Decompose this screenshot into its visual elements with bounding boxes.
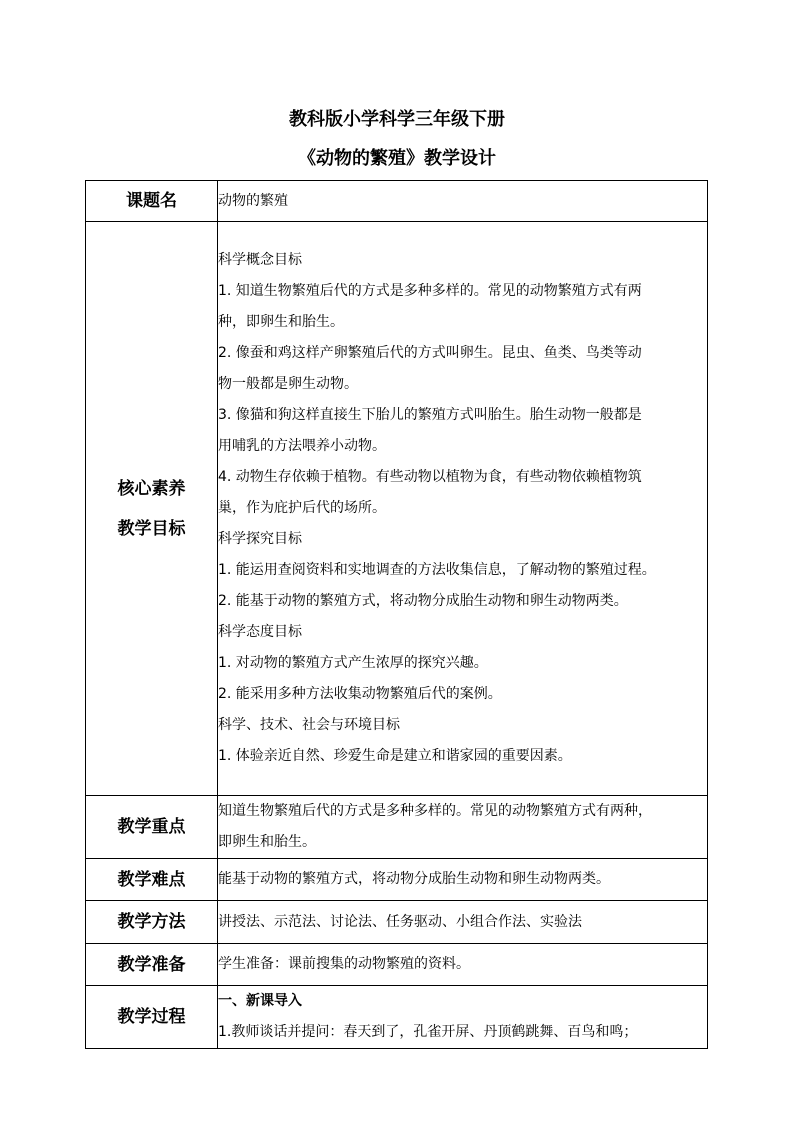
methods-value: 讲授法、示范法、讨论法、任务驱动、小组合作法、实验法 bbox=[218, 901, 708, 944]
objective-heading: 科学探究目标 bbox=[218, 531, 302, 547]
methods-label: 教学方法 bbox=[86, 901, 218, 944]
process-label: 教学过程 bbox=[86, 986, 218, 1049]
objectives-label-line1: 核心素养 bbox=[117, 478, 186, 499]
row-key-points bbox=[86, 796, 708, 859]
objective-heading: 科学概念目标 bbox=[218, 252, 302, 268]
objective-line: 3. 像猫和狗这样直接生下胎儿的繁殖方式叫胎生。胎生动物一般都是 bbox=[218, 407, 642, 423]
key-points-label: 教学重点 bbox=[86, 796, 218, 859]
objective-line: 1. 体验亲近自然、珍爱生命是建立和谐家园的重要因素。 bbox=[218, 748, 572, 764]
row-process bbox=[86, 986, 708, 1049]
key-points-line: 知道生物繁殖后代的方式是多种多样的。常见的动物繁殖方式有两种， bbox=[218, 803, 652, 819]
topic-label: 课题名 bbox=[86, 181, 218, 222]
objective-line: 2. 能基于动物的繁殖方式，将动物分成胎生动物和卵生动物两类。 bbox=[218, 593, 628, 609]
document-title: 教科版小学科学三年级下册 bbox=[289, 109, 505, 130]
objective-line: 1. 能运用查阅资料和实地调查的方法收集信息，了解动物的繁殖过程。 bbox=[218, 562, 656, 578]
objectives-label bbox=[86, 222, 218, 796]
lesson-plan-table bbox=[85, 180, 708, 1049]
process-line: 1.教师谈话并提问：春天到了，孔雀开屏、丹顶鹤跳舞、百鸟和鸣； bbox=[218, 1024, 638, 1040]
objectives-label-line2: 教学目标 bbox=[117, 518, 186, 539]
process-content bbox=[218, 986, 708, 1049]
objective-line: 用哺乳的方法喂养小动物。 bbox=[218, 438, 386, 454]
objective-line: 巢，作为庇护后代的场所。 bbox=[218, 500, 386, 516]
row-objectives bbox=[86, 222, 708, 796]
objective-line: 1. 知道生物繁殖后代的方式是多种多样的。常见的动物繁殖方式有两 bbox=[218, 283, 642, 299]
row-difficulties bbox=[86, 859, 708, 901]
document-subtitle: 《动物的繁殖》教学设计 bbox=[298, 148, 496, 169]
key-points-line: 即卵生和胎生。 bbox=[218, 834, 316, 850]
preparation-value: 学生准备：课前搜集的动物繁殖的资料。 bbox=[218, 944, 708, 986]
objective-heading: 科学态度目标 bbox=[218, 624, 302, 640]
process-section-title: 一、新课导入 bbox=[218, 993, 302, 1009]
objective-line: 种，即卵生和胎生。 bbox=[218, 314, 344, 330]
objective-line: 2. 能采用多种方法收集动物繁殖后代的案例。 bbox=[218, 686, 502, 702]
preparation-label: 教学准备 bbox=[86, 944, 218, 986]
topic-value: 动物的繁殖 bbox=[218, 181, 708, 222]
key-points-content bbox=[218, 796, 708, 859]
row-methods bbox=[86, 901, 708, 944]
objective-line: 1. 对动物的繁殖方式产生浓厚的探究兴趣。 bbox=[218, 655, 488, 671]
objective-line: 4. 动物生存依赖于植物。有些动物以植物为食，有些动物依赖植物筑 bbox=[218, 469, 642, 485]
difficulties-value: 能基于动物的繁殖方式，将动物分成胎生动物和卵生动物两类。 bbox=[218, 859, 708, 901]
objective-line: 物一般都是卵生动物。 bbox=[218, 376, 358, 392]
objectives-content bbox=[218, 222, 708, 796]
row-preparation bbox=[86, 944, 708, 986]
difficulties-label: 教学难点 bbox=[86, 859, 218, 901]
row-topic bbox=[86, 181, 708, 222]
objective-heading: 科学、技术、社会与环境目标 bbox=[218, 717, 400, 733]
objective-line: 2. 像蚕和鸡这样产卵繁殖后代的方式叫卵生。昆虫、鱼类、鸟类等动 bbox=[218, 345, 642, 361]
